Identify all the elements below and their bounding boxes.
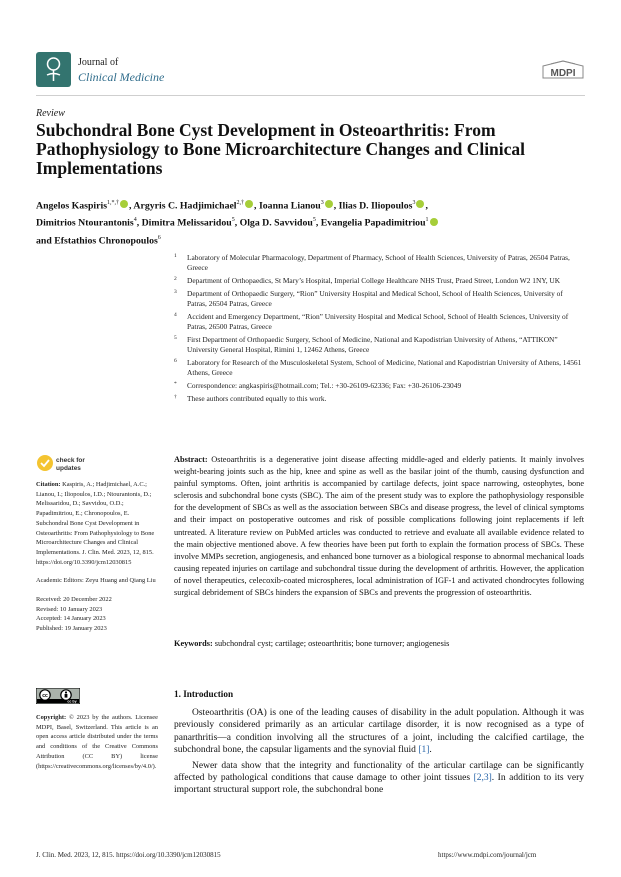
affiliation-text: Department of Orthopaedics, St Mary’s Hospital, Imperial College Healthcare NHS Trust, Praed Street, London W2 1NY, UK [187,276,561,285]
affiliation-number: * [174,380,177,387]
citation-label: Citation: [36,481,61,488]
editors-label: Academic Editors: [36,577,84,585]
article-title: Subchondral Bone Cyst Development in Osteoarthritis: From Pathophysiology to Bone Microarchitecture Changes and Clinical Implementations [36,120,526,178]
affiliation-number: 4 [174,311,177,318]
orcid-icon[interactable] [120,200,128,208]
affiliation-text: Accident and Emergency Department, “Rion” University Hospital and Medical School, School of Health Sciences, University of Patras, 26500 Patras, Greece [187,311,569,331]
equal-contribution-text: These authors contributed equally to this work. [187,393,327,403]
editors-block [36,576,158,586]
author-name: Angelos Kaspiris [36,200,108,212]
cc-by-license-icon[interactable] [36,688,80,709]
editors-names: Zeyu Huang and Qiang Liu [85,577,156,585]
affiliation-list [174,253,584,406]
orcid-icon[interactable] [245,200,253,208]
citation-block [36,480,158,567]
cc-badge-text: cc by [67,699,77,704]
paragraph-text: Newer data show that the integrity and functionality of the articular cartilage can be significantly affected by pathological conditions that cause damage to other joint tissues [174,760,584,784]
author-affil-marker: 5 [312,217,316,224]
orcid-icon[interactable] [430,218,438,226]
check-for-updates-button[interactable] [36,452,96,479]
paragraph [174,707,584,757]
paragraph-text: . [429,745,432,756]
author-name: Evangelia Papadimitriou [320,217,426,229]
svg-text:cc: cc [42,693,48,699]
keywords-text: subchondral cyst; cartilage; osteoarthritis; bone turnover; angiogenesis [214,639,450,648]
received-date: Received: 20 December 2022 [36,596,112,604]
author-affil-marker: 3 [412,200,416,206]
check-updates-line2: updates [56,465,81,472]
abstract-label: Abstract: [174,455,208,464]
article-type: Review [36,108,65,119]
affiliation-number: † [174,393,177,400]
author-affil-marker: 3 [320,200,324,206]
affiliation-number: 5 [174,334,177,341]
section-heading-introduction: 1. Introduction [174,689,234,699]
author-affil-marker: 2,† [236,200,245,206]
footer-citation[interactable]: J. Clin. Med. 2023, 12, 815. https://doi.org/10.3390/jcm12030815 [36,851,221,859]
reference-link[interactable]: [2,3] [473,773,492,784]
orcid-icon[interactable] [416,200,424,208]
copyright-block [36,713,158,771]
author-name: Dimitrios Ntourantonis [36,217,134,229]
affiliation-item [174,276,584,286]
paragraph-text: Osteoarthritis (OA) is one of the leading causes of disability in the adult population. Although it was previously considered primarily as an articular cartilage disorder, it is now recognised as a type of panarthritis—a condition involving all the structures of a joint, including the calcified cartilage, the subchondral bone, the capsular ligaments and the synovial fluid [174,708,584,756]
journal-name-line2: Clinical Medicine [78,70,165,84]
author-name: Argyris C. Hadjimichael [133,200,237,212]
affiliation-number: 3 [174,288,177,295]
mdpi-logo-text: MDPI [550,68,576,79]
affiliation-item [174,358,584,378]
author-affil-marker: 6 [157,234,161,241]
keywords-label: Keywords: [174,639,213,648]
author-name: Ioanna Lianou [258,200,321,212]
paragraph [174,760,584,797]
affiliation-number: 1 [174,253,177,259]
revised-date: Revised: 10 January 2023 [36,605,103,613]
check-updates-line1: check for [56,457,85,464]
author-affil-marker: 1,*,† [107,200,120,206]
mdpi-logo-icon [541,60,585,87]
affiliation-text: Laboratory of Molecular Pharmacology, Department of Pharmacy, School of Health Sciences, University of Patras, 26504 Patras, Greece [187,253,570,273]
author-affil-marker: 4 [133,217,137,224]
paragraph-text: . In addition to its very important structural support role, the subchondral bone [174,773,585,796]
citation-text[interactable]: Kaspiris, A.; Hadjimichael, A.C.; Lianou, I.; Iliopoulos, I.D.; Ntourantonis, D.; Melissaridou, D.; Savvidou, O.D.; Papadimitriou, E.; Chronopoulos, E. Subchondral Bone Cyst Development in Osteoarthritis: From Pathophysiology to Bone Microarchitecture Changes and Clinical Implementations. J. Clin. Med. 2023, 12, 815. https://doi.org/10.3390/jcm12030815 [36,481,155,566]
copyright-label: Copyright: [36,714,67,721]
correspondence-text[interactable]: Correspondence: angkaspiris@hotmail.com; Tel.: +30-26109-62336; Fax: +30-26106-23049 [187,380,462,390]
header-divider [36,95,585,96]
affiliation-text: Laboratory for Research of the Musculoskeletal System, School of Medicine, National and Kapodistrian University of Athens, 14561 Athens, Greece [187,357,582,377]
equal-contribution-note [174,394,584,404]
affiliation-item [174,289,584,309]
author-affil-marker: 5 [231,217,235,224]
affiliation-item [174,312,584,332]
abstract-text: Osteoarthritis is a degenerative joint disease affecting middle-aged and elderly patients. It mainly involves weight-bearing joints such as the hip, knee and spine as well as the basilar joint of the thumb, causing dysfunction and painful symptoms. Often, joint arthritis is accompanied by cartilage defects, joint space narrowing, osteophytes, bone sclerosis and subchondral bone cysts (SBC). The aim of the present study was to explore the pathophysiology responsible for the development of SBCs as well as the association between SBCs and disease progress, the level of clinical symptoms and their impact on postoperative outcomes and risk of possible complications following joint replacements if left untreated. A literature review on PubMed articles was conducted to retrieve and evaluate all available evidence related to the main objective mentioned above. A few theories have been put forth to explain the formation process of SBCs. These involve MMPs secretion, angiogenesis, and enhanced bone turnover as a biological response to abnormal mechanical loads causing repeated injuries on cartilage and subchondral tissue during the development of arthritis. However, the application of novel therapeutics, celecoxib-coated microspheres, local administration of IGF-1 and activated chondrocytes following surgical debridement of SBCs hinders the expansion of SBCs and prevents the progression of osteoarthritis. [174,455,584,598]
author-affil-marker: 1 [425,217,429,224]
correspondence [174,381,584,391]
journal-name-line1: Journal of [78,57,119,68]
orcid-icon[interactable] [325,200,333,208]
introduction-body [174,707,584,797]
author-name: Ilias D. Iliopoulos [338,200,413,212]
article-info-sidebar [36,480,158,634]
affiliation-item [174,335,584,355]
affiliation-item [174,253,584,273]
journal-logo-icon [36,52,71,87]
keywords-section [174,638,584,650]
affiliation-text: Department of Orthopaedic Surgery, “Rion” University Hospital and Medical School, School of Health Sciences, University of Patras, 26504 Patras, Greece [187,288,563,308]
abstract-section [174,454,584,599]
author-list: Angelos Kaspiris$^{1,*,\dagger}$ , Argyris C. Hadjimichael$^{2,\dagger}$ , Ioanna Lianou$^3$ , Ilias D. Iliopoulos$^3$ , Dimitrios Ntourantonis$^4$, Dimitra Melissaridou$^5$, Olga D. Savvidou$^5$, Evangelia Papadimitriou$^1$ and Efstathios Chronopoulos$^6$ [36,196,581,248]
published-date: Published: 19 January 2023 [36,625,107,633]
accepted-date: Accepted: 14 January 2023 [36,615,106,623]
author-name: Olga D. Savvidou [239,217,313,229]
affiliation-text: First Department of Orthopaedic Surgery, School of Medicine, National and Kapodistrian University of Athens, “ATTIKON” University General Hospital, Rimini 1, 12462 Athens, Greece [187,334,558,354]
footer-journal-url[interactable]: https://www.mdpi.com/journal/jcm [438,851,537,859]
affiliation-number: 2 [174,276,177,282]
author-name: Efstathios Chronopoulos [54,234,158,246]
reference-link[interactable]: [1] [418,745,430,756]
copyright-text[interactable]: © 2023 by the authors. Licensee MDPI, Basel, Switzerland. This article is an open access article distributed under the terms and conditions of the Creative Commons Attribution (CC BY) license (https://creativecommons.org/licenses/by/4.0/). [36,714,158,770]
author-name: Dimitra Melissaridou [141,217,232,229]
affiliation-number: 6 [174,357,177,364]
